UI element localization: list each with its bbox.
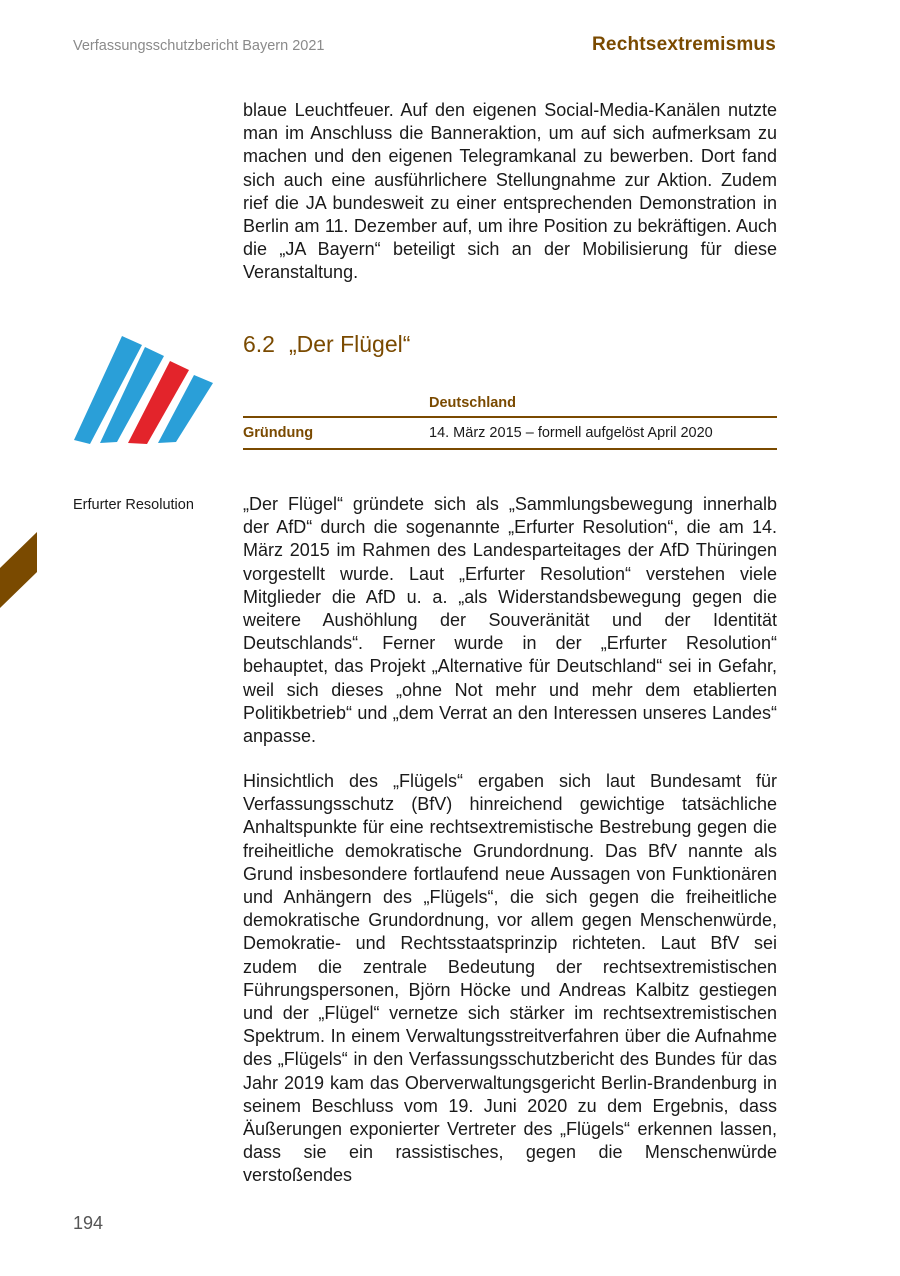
fact-table-empty-header — [243, 390, 429, 417]
paragraph-resolution: „Der Flügel“ gründete sich als „Sammlungsbewegung innerhalb der AfD“ durch die sogenannte „Erfurter Resolution“, die am 14. März 2015 im Rahmen des Landesparteitages der AfD Thüringen vorgestellt wurde. Laut „Erfurter Resolution“ verstehen viele Mitglieder die AfD u. a. „als Widerstandsbewegung gegen die weitere Aushöhlung der Souveränität und der Identität Deutschlands“. Ferner wurde in der „Erfurter Resolution“ behauptet, das Projekt „Alternative für Deutschland“ sei in Gefahr, weil sich dieses „ohne Not mehr und mehr dem etablierten Politikbetrieb“ und „dem Verrat an den Interessen unseres Landes“ anpasse. — [243, 494, 777, 747]
paragraph-assessment: Hinsichtlich des „Flügels“ ergaben sich laut Bundesamt für Verfassungsschutz (BfV) hinreichend gewichtige tatsächliche Anhaltspunkte für eine rechtsextremistische Bestrebung gegen die freiheitliche demokratische Grundordnung. Das BfV nannte als Grund insbesondere fortlaufend neue Aussagen von Funktionären und Anhängern des „Flügels“, die sich gegen die freiheitliche demokratische Grundordnung, vor allem gegen Menschenwürde, Demokratie- und Rechtsstaatsprinzip richteten. Laut BfV sei zudem die zentrale Bedeutung der rechtsextremistischen Führungspersonen, Björn Höcke und Andreas Kalbitz gestiegen und der „Flügel“ vernetze sich stärker im rechtsextremistischen Spektrum. In einem Verwaltungsstreitverfahren über die Aufnahme des „Flügels“ in den Verfassungsschutzbericht des Bundes für das Jahr 2019 kam das Oberverwaltungsgericht Berlin-Brandenburg in seinem Beschluss vom 19. Juni 2020 zu dem Ergebnis, dass Äußerungen exponierter Vertreter des „Flügels“ erkennen lassen, dass sie ein rassistisches, gegen die Menschenwürde verstoßendes — [243, 771, 777, 1186]
running-header-publication: Verfassungsschutzbericht Bayern 2021 — [73, 38, 325, 54]
page-number: 194 — [73, 1213, 104, 1233]
margin-note: Erfurter Resolution — [73, 497, 194, 513]
section-heading — [243, 331, 410, 358]
fact-table-row-value: 14. März 2015 – formell aufgelöst April 2020 — [429, 425, 713, 441]
fact-table-row-label: Gründung — [243, 425, 314, 441]
running-header-chapter: Rechtsextremismus — [592, 34, 776, 55]
fact-table — [243, 390, 777, 450]
fluegel-logo — [72, 336, 214, 444]
section-title: „Der Flügel“ — [288, 331, 411, 357]
section-number: 6.2 — [243, 331, 275, 357]
fact-table-header-row — [243, 390, 777, 417]
fact-table-row — [243, 417, 777, 449]
fact-table-column-header: Deutschland — [429, 395, 517, 411]
chapter-side-tab — [0, 532, 37, 608]
paragraph-intro: blaue Leuchtfeuer. Auf den eigenen Social-Media-Kanälen nutzte man im Anschluss die Banneraktion, um auf sich aufmerksam zu machen und den eigenen Telegramkanal zu bewerben. Dort fand sich auch eine ausführlichere Stellungnahme zur Aktion. Zudem rief die JA bundesweit zu einer entsprechenden Demonstration in Berlin am 11. Dezember auf, um ihre Position zu bekräftigen. Auch die „JA Bayern“ beteiligt sich an der Mobilisierung für diese Veranstaltung. — [243, 100, 777, 283]
